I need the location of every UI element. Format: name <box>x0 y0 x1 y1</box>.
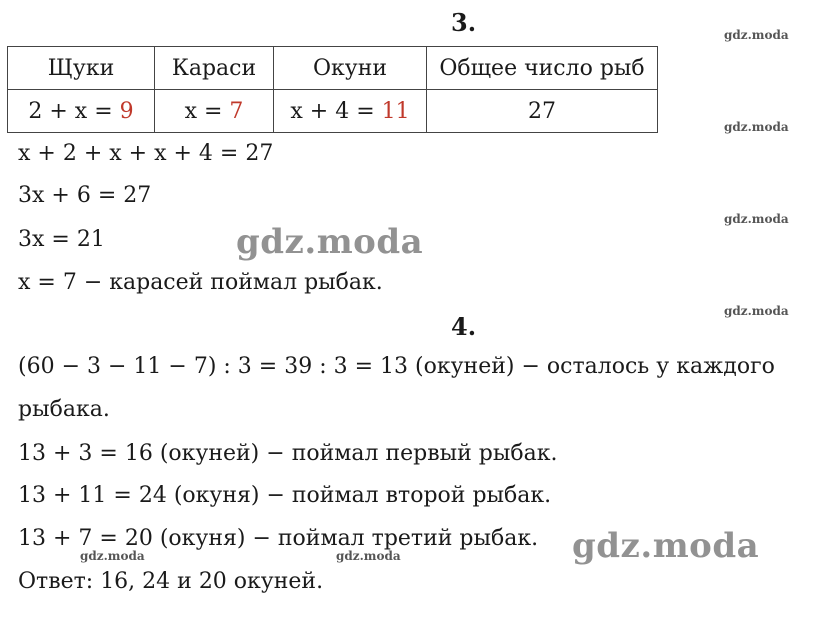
cell-carp-answer: 7 <box>229 98 244 124</box>
task-3-line-1: x + 2 + x + x + 4 = 27 <box>18 141 274 166</box>
task-4-line-2: рыбака. <box>18 397 110 422</box>
task-3-line-2: 3x + 6 = 27 <box>18 183 152 208</box>
watermark-small-1: gdz.moda <box>724 28 789 42</box>
header-carp: Караси <box>155 47 274 90</box>
task-4-line-4: 13 + 11 = 24 (окуня) − поймал второй рыбак. <box>18 483 552 508</box>
table-value-row <box>8 90 658 133</box>
cell-total-value: 27 <box>528 98 556 124</box>
cell-pike-expr: 2 + x = <box>28 98 120 124</box>
fish-table <box>7 46 658 133</box>
watermark-small-2: gdz.moda <box>724 120 789 134</box>
cell-pike <box>8 90 155 133</box>
watermark-big-2: gdz.moda <box>572 526 760 566</box>
task-3-line-4: x = 7 − карасей поймал рыбак. <box>18 270 383 295</box>
task-4-answer: Ответ: 16, 24 и 20 окуней. <box>18 569 324 594</box>
header-total: Общее число рыб <box>427 47 658 90</box>
watermark-small-3: gdz.moda <box>724 212 789 226</box>
cell-total <box>427 90 658 133</box>
task-4-line-1: (60 − 3 − 11 − 7) : 3 = 39 : 3 = 13 (окуней) − осталось у каждого <box>18 354 775 379</box>
cell-perch-expr: x + 4 = <box>290 98 382 124</box>
cell-carp <box>155 90 274 133</box>
task-4-line-3: 13 + 3 = 16 (окуней) − поймал первый рыбак. <box>18 441 558 466</box>
header-perch: Окуни <box>274 47 427 90</box>
cell-perch-answer: 11 <box>381 98 410 124</box>
cell-perch <box>274 90 427 133</box>
watermark-small-4: gdz.moda <box>724 304 789 318</box>
task-3-number: 3. <box>451 8 477 37</box>
watermark-small-5: gdz.moda <box>80 549 145 563</box>
task-3-line-3: 3x = 21 <box>18 227 105 252</box>
cell-carp-expr: x = <box>184 98 230 124</box>
watermark-big-1: gdz.moda <box>236 222 424 262</box>
cell-pike-answer: 9 <box>119 98 134 124</box>
header-pike: Щуки <box>8 47 155 90</box>
task-4-number: 4. <box>451 312 477 341</box>
watermark-small-6: gdz.moda <box>336 549 401 563</box>
table-header-row <box>8 47 658 90</box>
task-4-line-5: 13 + 7 = 20 (окуня) − поймал третий рыбак. <box>18 526 539 551</box>
